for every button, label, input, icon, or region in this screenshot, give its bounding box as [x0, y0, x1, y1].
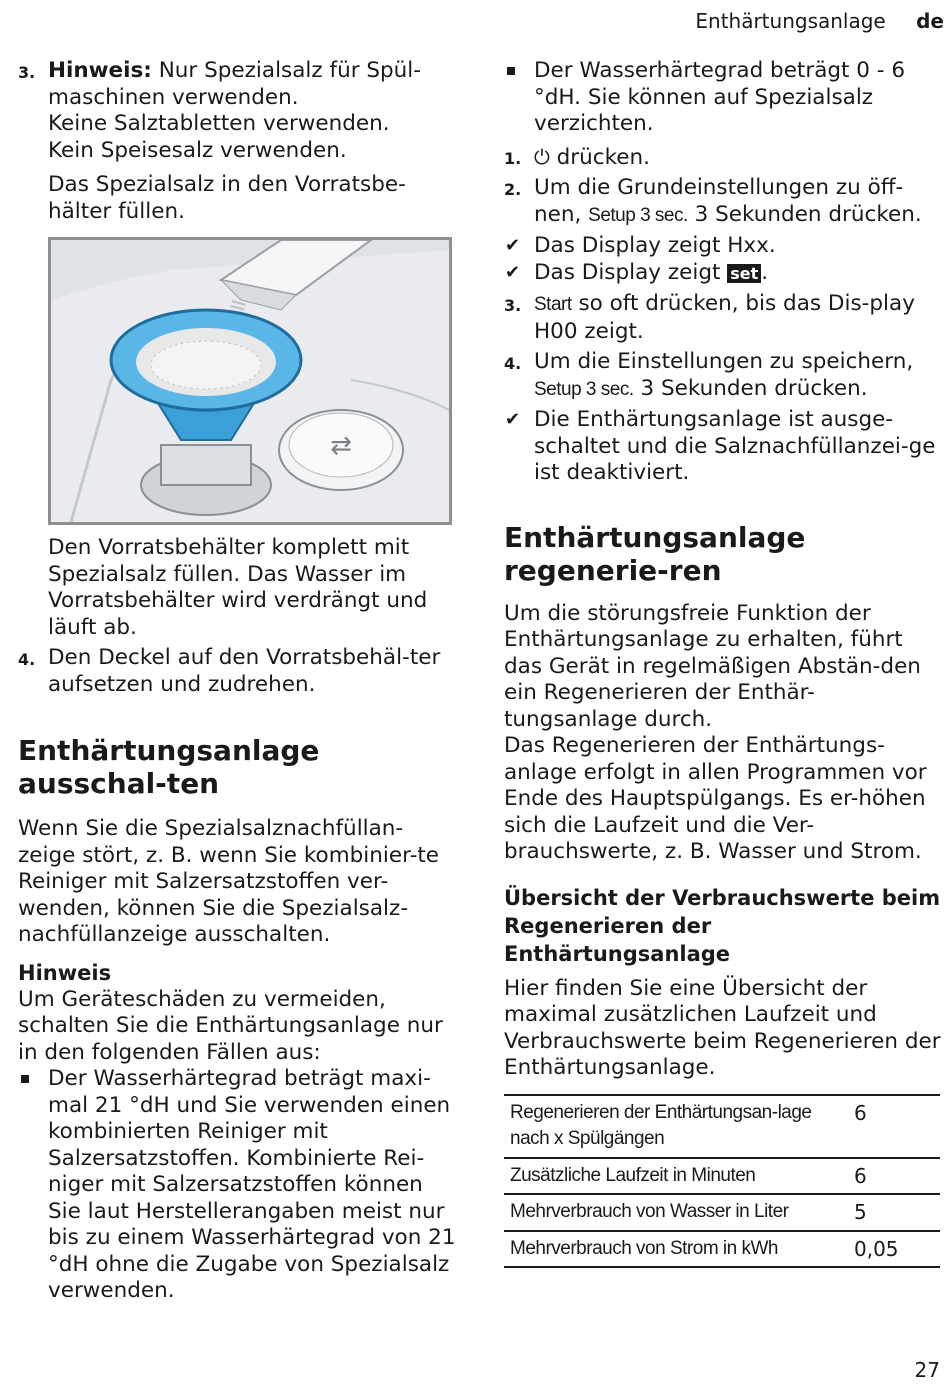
- language-code: de: [916, 9, 944, 33]
- switch-off-intro: Wenn Sie die Spezialsalznachfüllan-zeige stört, z. B. wenn Sie kombinier-te Reiniger mit Salzersatzstoffen ver-wenden, können Sie die Spezialsalz-nachfüllanzeige ausschalten.: [18, 816, 439, 947]
- table-row: [504, 1194, 940, 1231]
- bullet-item: [504, 58, 944, 138]
- fill-salt-text: Das Spezialsalz in den Vorratsbe-hälter füllen.: [48, 172, 406, 224]
- overview-para: Hier finden Sie eine Übersicht der maximal zusätzlichen Laufzeit und Verbrauchswerte beim Regenerieren der Enthärtungsanlage.: [504, 975, 941, 1080]
- no-table-salt-text: Kein Speisesalz verwenden.: [48, 137, 347, 163]
- step-3-left: [18, 58, 460, 225]
- table-value-cell: 5: [848, 1194, 940, 1231]
- bullet-square-icon: [507, 67, 515, 75]
- step-3-right: [504, 291, 944, 345]
- section-title: Enthärtungsanlage: [695, 9, 886, 33]
- svg-text:⇄: ⇄: [330, 431, 352, 461]
- step-text-end: 3 Sekunden drücken.: [687, 201, 922, 227]
- page-number: 27: [914, 1358, 940, 1382]
- regenerate-para-1: Um die störungsfreie Funktion der Enthärtungsanlage zu erhalten, führt das Gerät in regelmäßigen Abstän-den ein Regenerieren der Enthär-tungsanlage durch.: [504, 600, 921, 732]
- result-item: [504, 407, 944, 487]
- step-number: 1.: [504, 148, 522, 168]
- hint-text: Nur Spezialsalz für Spül-maschinen verwenden.: [48, 58, 422, 110]
- section-heading-switch-off: Enthärtungsanlage ausschal-ten: [18, 734, 320, 800]
- table-value-cell: 6: [848, 1095, 940, 1158]
- result-text: Die Enthärtungsanlage ist ausge-schaltet und die Salznachfüllanzei-ge ist deaktiviert.: [534, 407, 936, 485]
- bullet-text: Der Wasserhärtegrad beträgt 0 - 6 °dH. Sie können auf Spezialsalz verzichten.: [534, 58, 906, 136]
- step-4-right: [504, 349, 944, 403]
- right-column: [504, 58, 944, 1268]
- step-text: Um die Grundeinstellungen zu öff-nen,: [534, 175, 904, 227]
- setup-key-label: Setup 3 sec.: [534, 378, 634, 400]
- hint-text: Um Geräteschäden zu vermeiden, schalten Sie die Enthärtungsanlage nur in den folgenden Fällen aus:: [18, 986, 443, 1065]
- page-header: [695, 9, 944, 33]
- table-value-cell: 6: [848, 1158, 940, 1195]
- consumption-table: [504, 1094, 940, 1269]
- display-set-symbol: set: [727, 264, 761, 283]
- bullet-square-icon: [21, 1075, 29, 1083]
- step-text: Um die Einstellungen zu speichern,: [534, 349, 914, 374]
- step-2-right: [504, 175, 944, 229]
- hint-heading: Hinweis: [18, 960, 112, 985]
- check-icon: ✔: [505, 409, 521, 430]
- step-text-end: 3 Sekunden drücken.: [633, 375, 868, 401]
- step-number: 3.: [504, 296, 522, 315]
- step-number: 4.: [504, 354, 522, 373]
- check-icon: ✔: [505, 235, 521, 256]
- result-text: Das Display zeigt Hxx.: [534, 233, 776, 258]
- table-label-cell: Mehrverbrauch von Strom in kWh: [504, 1231, 848, 1268]
- result-item: [504, 260, 944, 288]
- table-row: [504, 1095, 940, 1158]
- left-column: [18, 58, 460, 1305]
- step-number: 3.: [18, 63, 36, 82]
- setup-key-label: Setup 3 sec.: [588, 204, 688, 226]
- salt-funnel-image: [51, 240, 449, 522]
- result-text-end: .: [761, 259, 769, 285]
- hint-label: Hinweis:: [48, 58, 152, 83]
- table-row: [504, 1158, 940, 1195]
- no-tablets-text: Keine Salztabletten verwenden.: [48, 111, 390, 136]
- bullet-item: [18, 1066, 460, 1305]
- check-icon: ✔: [505, 261, 521, 283]
- table-label-cell: Zusätzliche Laufzeit in Minuten: [504, 1158, 848, 1195]
- table-value-cell: 0,05: [848, 1231, 940, 1268]
- start-key-label: Start: [534, 294, 572, 315]
- salt-funnel-illustration: [48, 237, 452, 525]
- step-4-left: [18, 645, 460, 698]
- regenerate-para-2: Das Regenerieren der Enthärtungs-anlage erfolgt in allen Programmen vor Ende des Hauptspülgangs. Es er-höhen sich die Laufzeit und die Ver-brauchswerte, z. B. Wasser und Strom.: [504, 733, 927, 864]
- step-text: so oft drücken, bis das Dis-play H00 zeigt.: [534, 291, 915, 344]
- result-text: Das Display zeigt: [534, 259, 728, 285]
- bullet-text: Der Wasserhärtegrad beträgt maxi-mal 21 °dH und Sie verwenden einen kombinierten Reiniger mit Salzersatzstoffen. Kombinierte Rei-niger mit Salzersatzstoffen können Sie laut Herstellerangaben meist nur bis zu einem Wasserhärtegrad von 21 °dH ohne die Zugabe von Spezialsalz verwenden.: [48, 1066, 456, 1303]
- step-text: Den Deckel auf den Vorratsbehäl-ter aufsetzen und zudrehen.: [48, 645, 441, 697]
- step-number: 2.: [504, 180, 522, 199]
- step-text: drücken.: [549, 144, 650, 170]
- step-number: 4.: [18, 650, 36, 669]
- step-1-right: [504, 144, 944, 172]
- power-icon: ⏻: [534, 144, 550, 169]
- table-row: [504, 1231, 940, 1268]
- table-label-cell: Regenerieren der Enthärtungsan-lage nach x Spülgängen: [504, 1095, 848, 1158]
- subsection-heading-overview: Übersicht der Verbrauchswerte beim Regenerieren der Enthärtungsanlage: [504, 885, 941, 966]
- fill-completely-text: Den Vorratsbehälter komplett mit Spezialsalz füllen. Das Wasser im Vorratsbehälter wird verdrängt und läuft ab.: [48, 535, 428, 640]
- table-label-cell: Mehrverbrauch von Wasser in Liter: [504, 1194, 848, 1231]
- result-item: [504, 233, 944, 260]
- section-heading-regenerate: Enthärtungsanlage regenerie-ren: [504, 520, 806, 587]
